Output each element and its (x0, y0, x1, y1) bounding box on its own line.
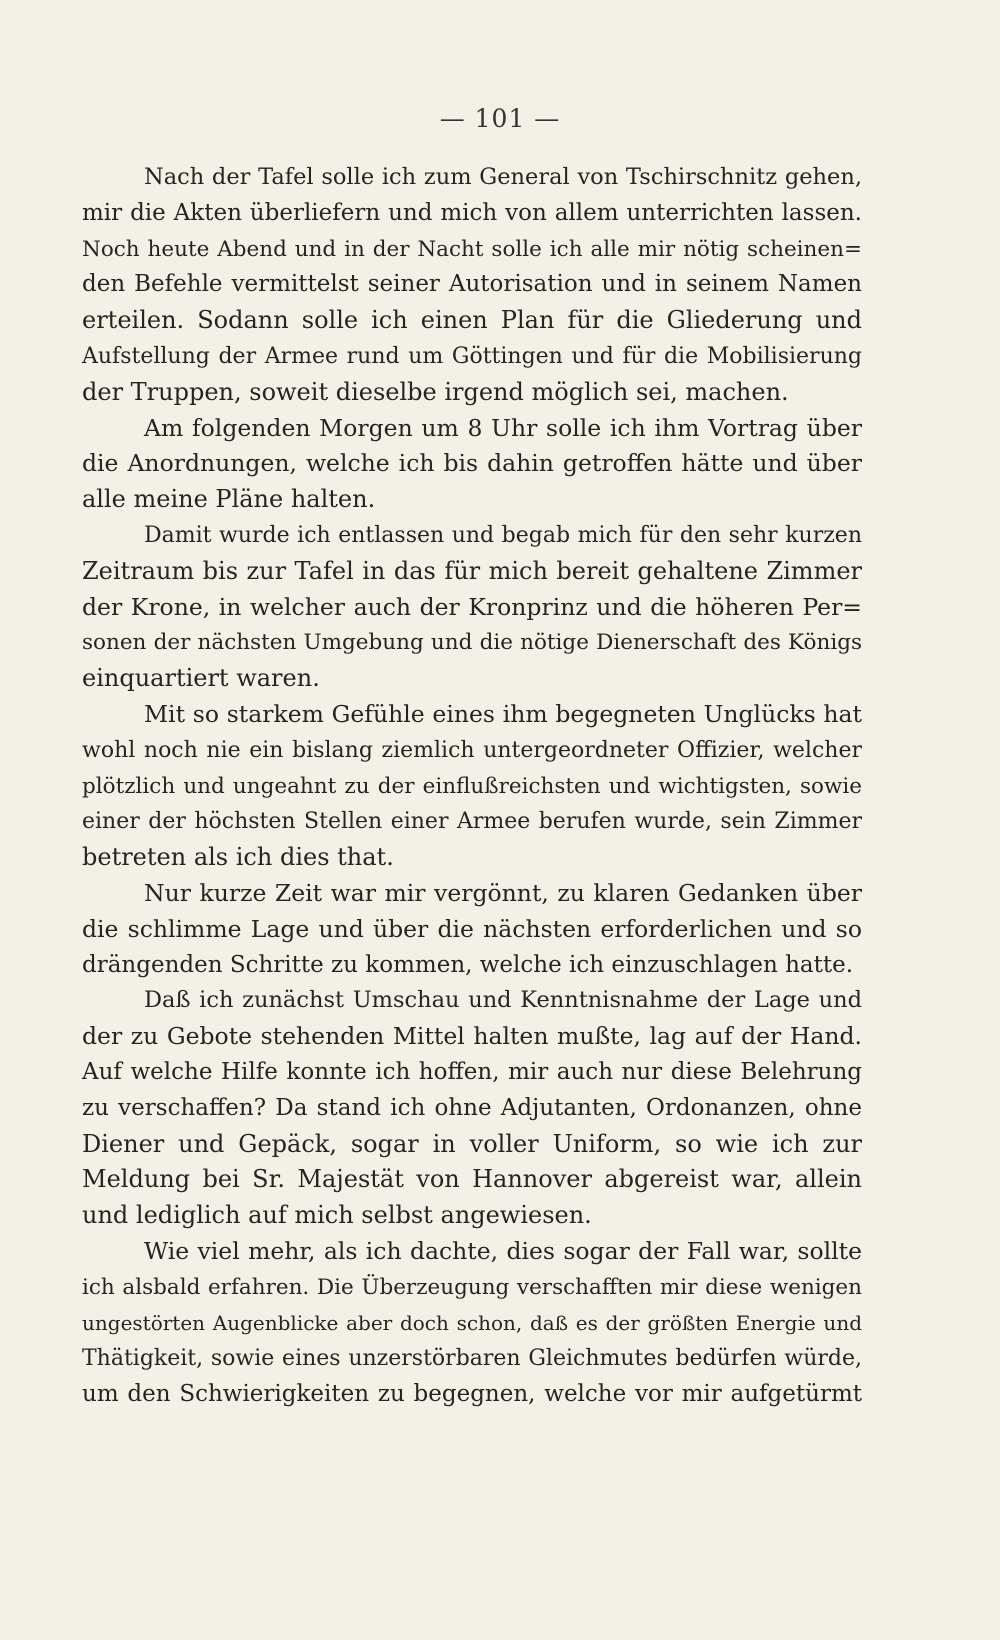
body-text (82, 160, 862, 1413)
text-line: der Truppen, soweit dieselbe irgend möglich sei, machen. (82, 377, 789, 406)
text-line: Daß ich zunächst Umschau und Kenntnisnahme der Lage und (144, 987, 862, 1014)
text-line: Zeitraum bis zur Tafel in das für mich bereit gehaltene Zimmer (82, 556, 862, 585)
text-line: Am folgenden Morgen um 8 Uhr solle ich ihm Vortrag über (144, 413, 862, 442)
text-line: betreten als ich dies that. (82, 843, 394, 872)
text-line: der zu Gebote stehenden Mittel halten mußte, lag auf der Hand. (82, 1022, 862, 1051)
text-line: einer der höchsten Stellen einer Armee berufen wurde, sein Zimmer (82, 809, 862, 835)
text-line: und lediglich auf mich selbst angewiesen. (82, 1201, 592, 1230)
text-line: Nach der Tafel solle ich zum General von Tschirschnitz gehen, (144, 164, 862, 190)
text-line: einquartiert waren. (82, 664, 320, 693)
text-line: Auf welche Hilfe konnte ich hoffen, mir auch nur diese Belehrung (82, 1058, 862, 1085)
page-number: — 101 — (439, 104, 561, 133)
text-line: Diener und Gepäck, sogar in voller Uniform, so wie ich zur (82, 1129, 862, 1158)
text-line: um den Schwierigkeiten zu begegnen, welche vor mir aufgetürmt (82, 1381, 862, 1408)
text-line: Noch heute Abend und in der Nacht solle ich alle mir nötig scheinen= (82, 236, 862, 262)
text-line: zu verschaffen? Da stand ich ohne Adjutanten, Ordonanzen, ohne (82, 1094, 862, 1121)
text-line: der Krone, in welcher auch der Kronprinz und die höheren Per= (82, 592, 862, 621)
text-line: Aufstellung der Armee rund um Göttingen und für die Mobilisierung (82, 343, 862, 369)
text-line: die schlimme Lage und über die nächsten erforderlichen und so (82, 914, 862, 943)
text-line: plötzlich und ungeahnt zu der einflußreichsten und wichtigsten, sowie (82, 773, 862, 799)
text-line: Damit wurde ich entlassen und begab mich für den sehr kurzen (144, 522, 862, 548)
text-line: Wie viel mehr, als ich dachte, dies sogar der Fall war, sollte (144, 1236, 862, 1265)
text-line: drängenden Schritte zu kommen, welche ich einzuschlagen hatte. (82, 951, 854, 978)
text-line: Meldung bei Sr. Majestät von Hannover abgereist war, allein (82, 1165, 862, 1194)
text-line: Mit so starkem Gefühle eines ihm begegneten Unglücks hat (144, 699, 862, 728)
text-line: Nur kurze Zeit war mir vergönnt, zu klaren Gedanken über (144, 878, 862, 907)
text-line: wohl noch nie ein bislang ziemlich untergeordneter Offizier, welcher (82, 737, 862, 763)
text-line: ungestörten Augenblicke aber doch schon, daß es der größten Energie und (82, 1310, 862, 1335)
text-line: erteilen. Sodann solle ich einen Plan für die Gliederung und (82, 306, 862, 335)
text-line: Thätigkeit, sowie eines unzerstörbaren Gleichmutes bedürfen würde, (82, 1346, 862, 1372)
text-line: den Befehle vermittelst seiner Autorisation und in seinem Namen (82, 271, 862, 298)
text-line: mir die Akten überliefern und mich von allem unterrichten lassen. (82, 199, 862, 226)
text-line: alle meine Pläne halten. (82, 485, 376, 514)
text-line: die Anordnungen, welche ich bis dahin getroffen hätte und über (82, 449, 862, 478)
text-line: sonen der nächsten Umgebung und die nötige Dienerschaft des Königs (82, 630, 862, 656)
text-line: ich alsbald erfahren. Die Überzeugung verschafften mir diese wenigen (82, 1274, 862, 1300)
